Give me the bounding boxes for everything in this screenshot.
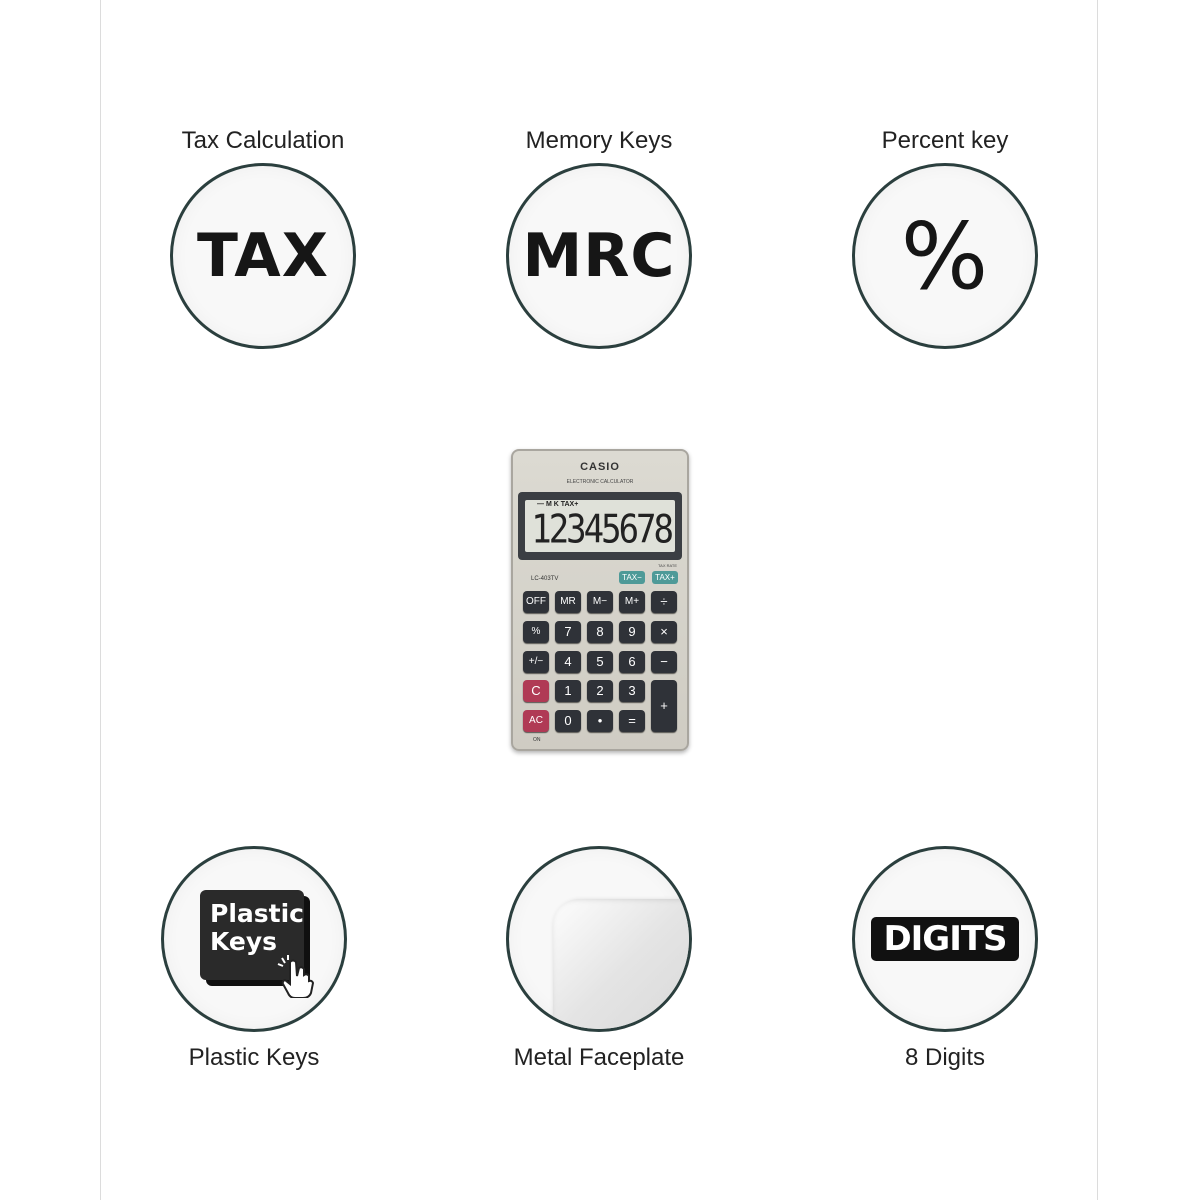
calculator-display — [518, 492, 682, 560]
key-6: 6 — [619, 651, 645, 673]
clear-key: C — [523, 680, 549, 702]
multiply-key: × — [651, 621, 677, 643]
feature-caption: 8 Digits — [904, 1044, 986, 1071]
key-4: 4 — [555, 651, 581, 673]
decimal-key: • — [587, 710, 613, 732]
mr-key: MR — [555, 591, 581, 613]
feature-8-digits — [815, 846, 1075, 1072]
key-2: 2 — [587, 680, 613, 702]
feature-tax-calculation — [133, 127, 393, 349]
metal-faceplate-icon — [506, 846, 692, 1032]
key-7: 7 — [555, 621, 581, 643]
key-5: 5 — [587, 651, 613, 673]
feature-plastic-keys — [124, 846, 384, 1072]
tax-minus-key: TAX− — [619, 571, 645, 584]
tax-icon — [170, 163, 356, 349]
key-0: 0 — [555, 710, 581, 732]
divide-key: ÷ — [651, 591, 677, 613]
key-1: 1 — [555, 680, 581, 702]
feature-caption: Plastic Keys — [188, 1044, 320, 1071]
pointing-hand-icon — [276, 954, 320, 998]
feature-memory-keys — [469, 127, 729, 349]
mrc-icon — [506, 163, 692, 349]
mrc-icon-text: MRC — [522, 221, 676, 291]
percent-icon-text: % — [900, 202, 990, 310]
calculator-model: LC-403TV — [531, 576, 559, 582]
equals-key: = — [619, 710, 645, 732]
tax-plus-key: TAX+ — [652, 571, 678, 584]
calculator-brand: CASIO — [580, 461, 620, 473]
feature-caption: Metal Faceplate — [513, 1044, 685, 1071]
feature-caption: Memory Keys — [525, 127, 673, 154]
plastic-key-line1: Plastic — [210, 899, 304, 928]
tax-rate-label: TAX RATE — [658, 563, 677, 568]
key-9: 9 — [619, 621, 645, 643]
all-clear-key: AC — [523, 710, 549, 732]
off-key: OFF — [523, 591, 549, 613]
percent-icon — [852, 163, 1038, 349]
plastic-key-text — [210, 900, 304, 956]
feature-percent-key — [815, 127, 1075, 349]
on-label: ON — [533, 737, 541, 743]
plastic-key-graphic — [194, 884, 314, 994]
minus-key: − — [651, 651, 677, 673]
feature-caption: Tax Calculation — [181, 127, 345, 154]
lcd-value: 12345678 — [531, 507, 671, 553]
key-8: 8 — [587, 621, 613, 643]
sign-key: +/− — [523, 651, 549, 673]
calculator-image — [511, 449, 689, 751]
digits-icon — [852, 846, 1038, 1032]
plastic-key-line2: Keys — [210, 927, 278, 956]
percent-key: % — [523, 621, 549, 643]
plastic-keys-icon — [161, 846, 347, 1032]
key-3: 3 — [619, 680, 645, 702]
feature-caption: Percent key — [881, 127, 1009, 154]
tax-icon-text: TAX — [197, 221, 329, 291]
metal-plate-graphic — [553, 899, 692, 1032]
m-plus-key: M+ — [619, 591, 645, 613]
digits-icon-text: DIGITS — [871, 917, 1018, 961]
m-minus-key: M− — [587, 591, 613, 613]
plus-key: + — [651, 680, 677, 732]
calculator-subtitle: ELECTRONIC CALCULATOR — [566, 479, 634, 485]
feature-metal-faceplate — [469, 846, 729, 1072]
lcd-indicators: — M K TAX+ — [537, 501, 579, 508]
calculator-lcd — [525, 500, 675, 552]
